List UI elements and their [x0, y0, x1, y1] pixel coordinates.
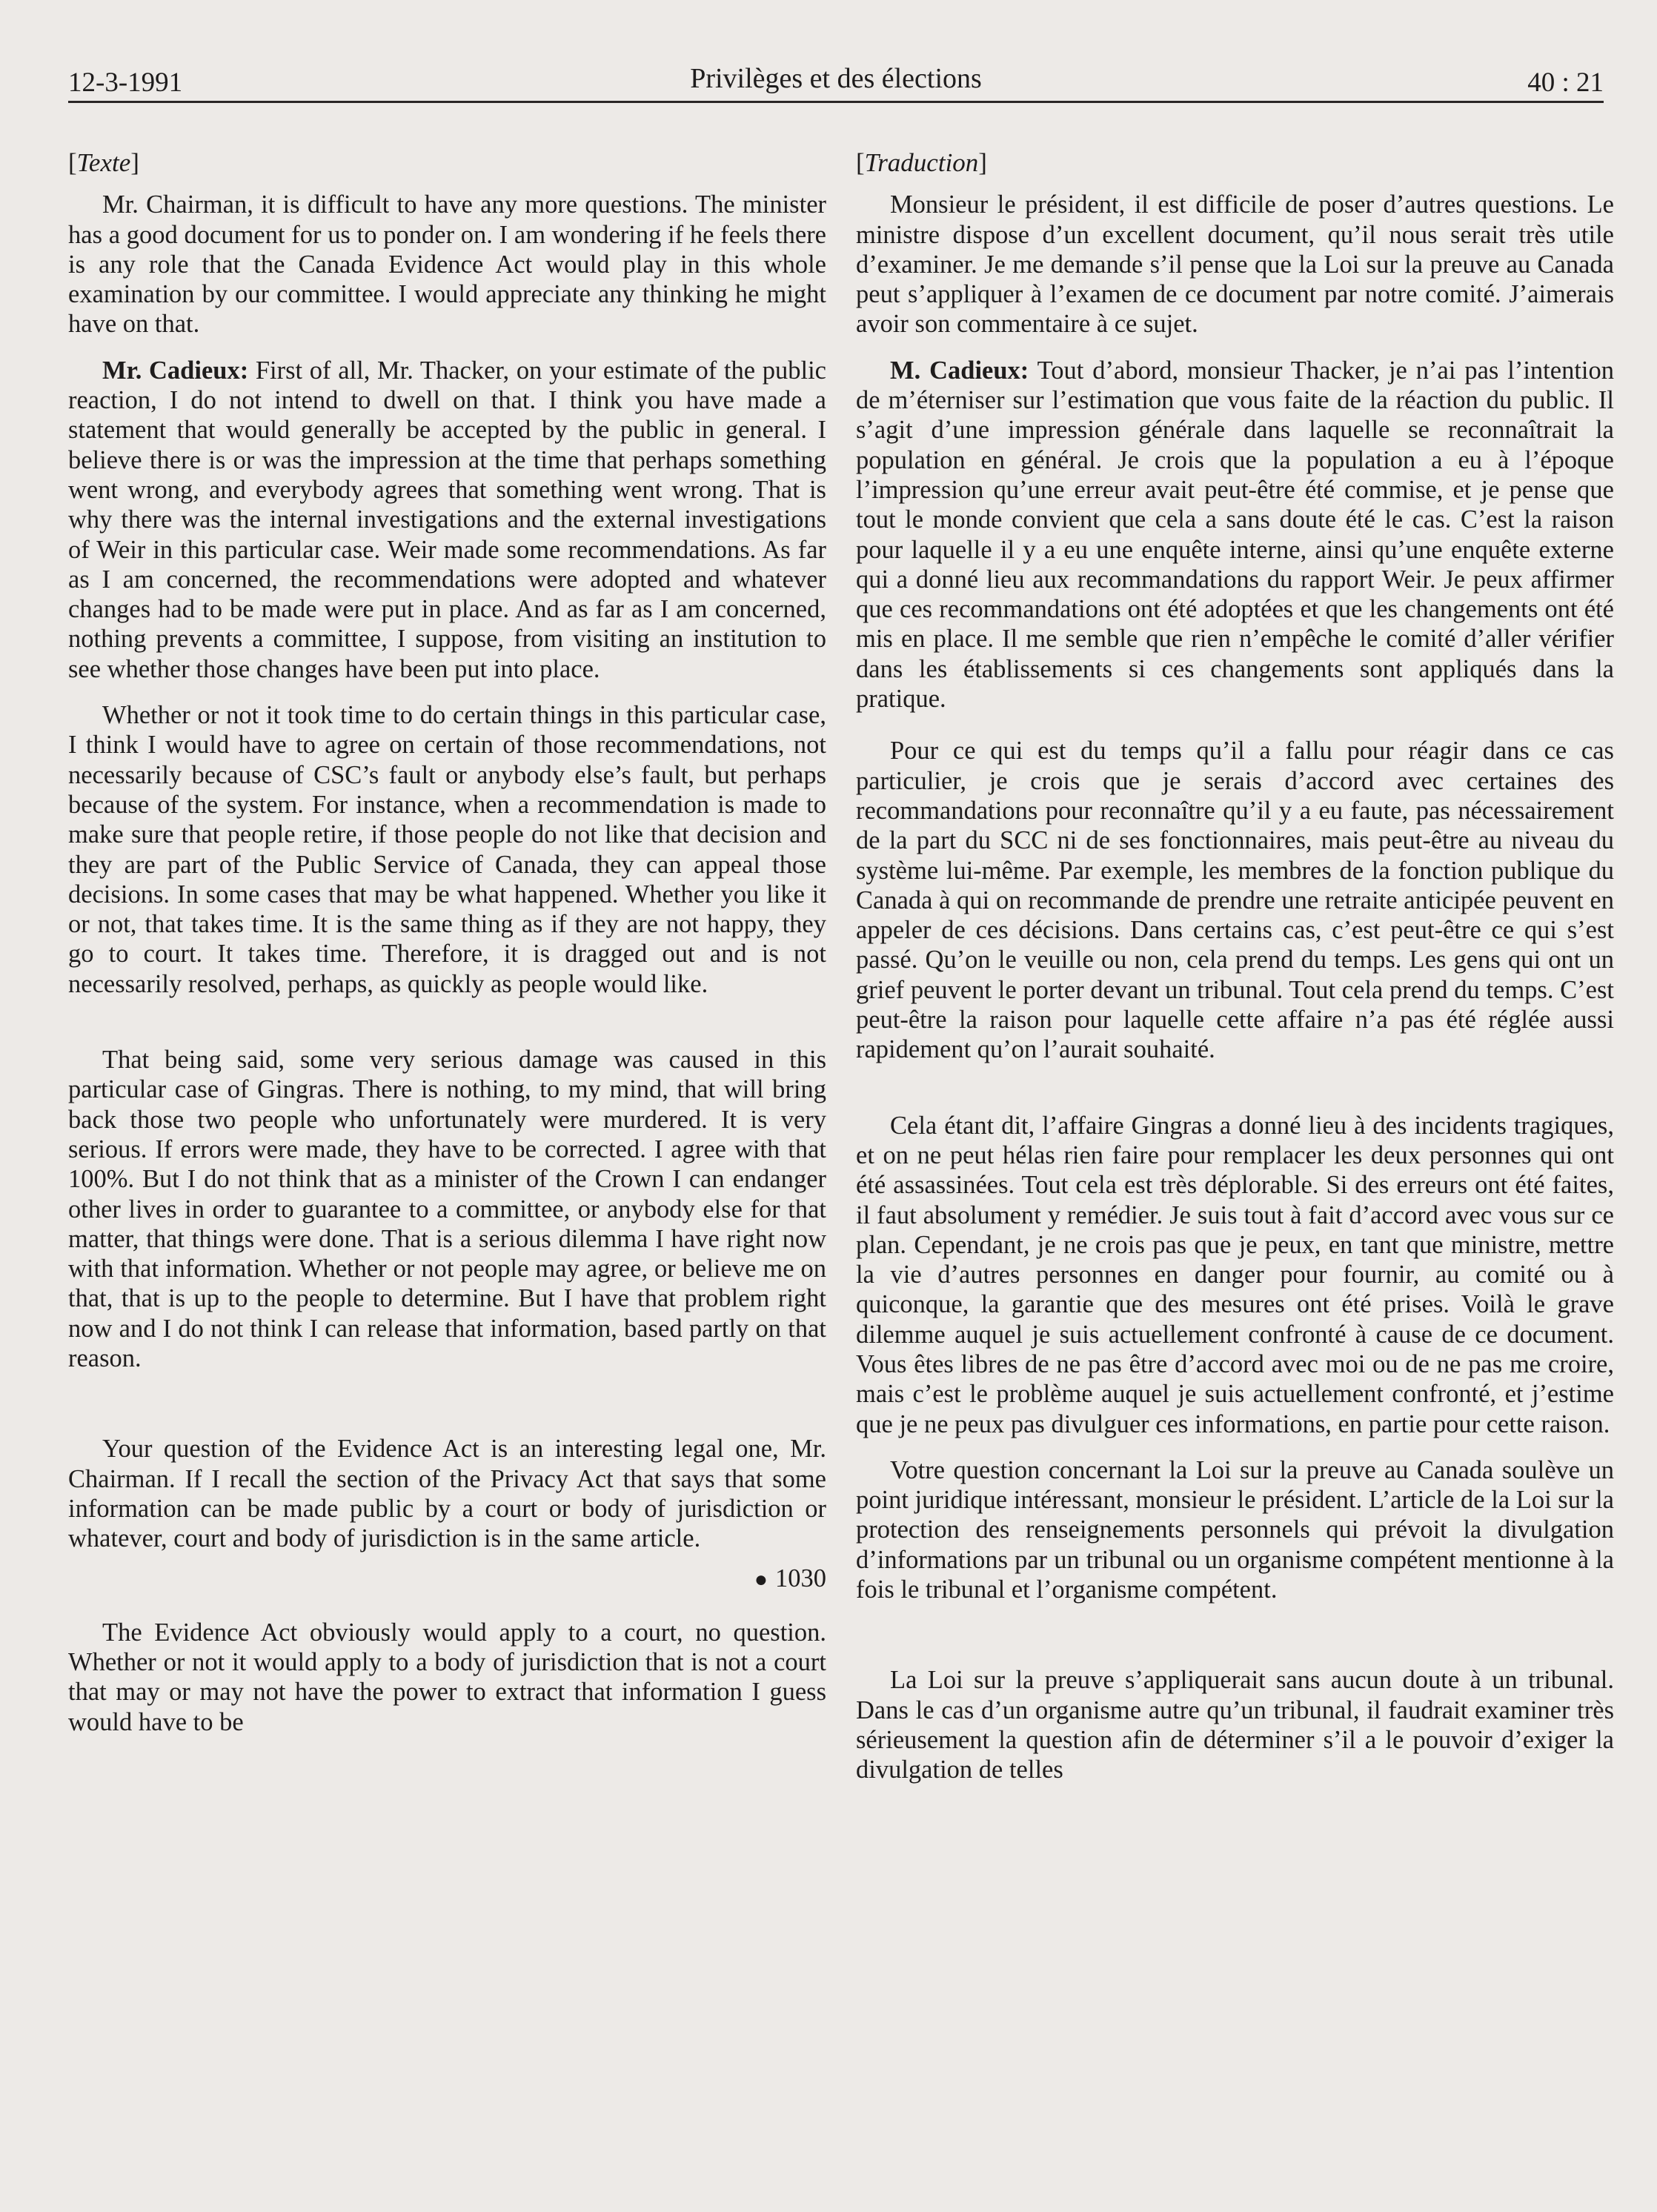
paragraph: Cela étant dit, l’affaire Gingras a donné lieu à des incidents tragiques, et on ne peut hélas rien faire pour remplacer les deux personnes qui ont été assassinées. Tout cela est très déplorable. Si des erreurs ont été faites, il faut absolument y remédier. Je suis tout à fait d’accord avec vous sur ce plan. Cependant, je ne crois pas que je peux, en tant que ministre, mettre la vie d’autres personnes en danger pour fournir, au comité ou à quiconque, la garantie que des mesures ont été prises. Voilà le grave dilemme auquel je suis actuellement confronté à cause de ce document. Vous êtes libres de ne pas être d’accord avec moi ou de ne pas me croire, mais c’est le problème auquel je suis actuellement confronté, et j’estime que je ne peux pas divulguer ces informations, en partie pour cette raison.: [856, 1111, 1614, 1438]
section-tag-traduction: [Traduction]: [856, 148, 987, 177]
paragraph: Pour ce qui est du temps qu’il a fallu pour réagir dans ce cas particulier, je crois que je serais d’accord avec certaines des recommandations pour reconnaître qu’il y a eu faute, pas nécessairement de la part du SCC ni de ses fonctionnaires, mais peut-être au niveau du système lui-même. Par exemple, les membres de la fonction publique du Canada à qui on recommande de prendre une retraite anticipée peuvent en appeler de ces décisions. Dans certains cas, c’est peut-être ce qui s’est passé. Qu’on le veuille ou non, cela prend du temps. Les gens qui ont un grief peuvent le porter devant un tribunal. Tout cela prend du temps. C’est peut-être la raison pour laquelle cette affaire n’a pas été réglée aussi rapidement qu’on l’aurait souhaité.: [856, 737, 1614, 1064]
header-rule: [68, 101, 1604, 103]
header-date: 12-3-1991: [68, 67, 183, 98]
paragraph: Whether or not it took time to do certain things in this particular case, I think I would have to agree on certain of those recommendations, not necessarily because of CSC’s fault or anybody else’s fault, but perhaps because of the system. For instance, when a recommendation is made to make sure that people retire, if those people do not like that decision and they are part of the Public Service of Canada, they can appeal those decisions. In some cases that may be what happened. Whether you like it or not, that takes time. It is the same thing as if they are not happy, they go to court. It takes time. Therefore, it is dragged out and is not necessarily resolved, perhaps, as quickly as people would like.: [68, 701, 826, 998]
paragraph: Your question of the Evidence Act is an interesting legal one, Mr. Chairman. If I recall the section of the Privacy Act that says that some information can be made public by a court or body of jurisdiction or whatever, court and body of jurisdiction is in the same article.: [68, 1435, 826, 1553]
paragraph: Votre question concernant la Loi sur la preuve au Canada soulève un point juridique intéressant, monsieur le président. L’article de la Loi sur la protection des renseignements personnels qui prévoit la divulgation d’informations par un tribunal ou un organisme compétent mentionne à la fois le tribunal et l’organisme compétent.: [856, 1455, 1614, 1604]
paragraph: La Loi sur la preuve s’appliquerait sans aucun doute à un tribunal. Dans le cas d’un organisme autre qu’un tribunal, il faudrait examiner très sérieusement la question afin de déterminer s’il a le pouvoir d’exiger la divulgation de telles: [856, 1666, 1614, 1784]
paragraph: Mr. Cadieux: First of all, Mr. Thacker, on your estimate of the public reaction, I do not intend to dwell on that. I think you have made a statement that would generally be accepted by the public in general. I believe there is or was the impression at the time that perhaps something went wrong, and everybody agrees that something went wrong. That is why there was the internal investigations and the external investigations of Weir in this particular case. Weir made some recommendations. As far as I am concerned, the recommendations were adopted and whatever changes had to be made were put in place. And as far as I am concerned, nothing prevents a committee, I suppose, from visiting an institution to see whether those changes have been put into place.: [68, 356, 826, 683]
bullet-icon: ●: [754, 1567, 768, 1592]
paragraph: M. Cadieux: Tout d’abord, monsieur Thacker, je n’ai pas l’intention de m’éterniser sur l’estimation que vous faite de la réaction du public. Il s’agit d’une impression générale dans laquelle se reconnaîtrait la population en général. Je crois que la population a eu à l’époque l’impression qu’une erreur avait peut-être été commise, et je pense que tout le monde convient que cela a sans doute été le cas. C’est la raison pour laquelle il y a eu une enquête interne, ainsi qu’une enquête externe qui a donné lieu aux recommandations du rapport Weir. Je peux affirmer que ces recommandations ont été adoptées et que les changements ont été mis en place. Il me semble que rien n’empêche le comité d’aller vérifier dans les établissements si ces changements sont appliqués dans la pratique.: [856, 356, 1614, 714]
section-tag-texte: [Texte]: [68, 148, 139, 177]
paragraph: The Evidence Act obviously would apply to a court, no question. Whether or not it would apply to a body of jurisdiction that is not a court that may or may not have the power to extract that information I guess would have to be: [68, 1618, 826, 1736]
speaker-name: Mr. Cadieux:: [102, 356, 249, 385]
french-column: [856, 148, 1614, 1785]
page-header: [68, 62, 1604, 102]
header-title: Privilèges et des élections: [690, 63, 982, 94]
paragraph: That being said, some very serious damage was caused in this particular case of Gingras. There is nothing, to my mind, that will bring back those two people who unfortunately were murdered. It is very serious. If errors were made, they have to be corrected. I agree with that 100%. But I do not think that as a minister of the Crown I can endanger other lives in order to guarantee to a committee, or anybody else for that matter, that things were done. That is a serious dilemma I have right now with that information. Whether or not people may agree, or believe me on that, that is up to the people to determine. But I have that problem right now and I do not think I can release that information, based partly on that reason.: [68, 1046, 826, 1372]
time-marker: ● 1030: [754, 1564, 826, 1593]
english-column: [68, 148, 826, 1737]
paragraph: Mr. Chairman, it is difficult to have any more questions. The minister has a good document for us to ponder on. I am wondering if he feels there is any role that the Canada Evidence Act would play in this whole examination by our committee. I would appreciate any thinking he might have on that.: [68, 190, 826, 339]
speaker-name: M. Cadieux:: [890, 356, 1029, 385]
paragraph: Monsieur le président, il est difficile de poser d’autres questions. Le ministre dispose d’un excellent document, qu’il nous serait très utile d’examiner. Je me demande s’il pense que la Loi sur la preuve au Canada peut s’appliquer à l’examen de ce document par notre comité. J’aimerais avoir son commentaire à ce sujet.: [856, 190, 1614, 339]
header-page-number: 40 : 21: [1527, 67, 1604, 98]
